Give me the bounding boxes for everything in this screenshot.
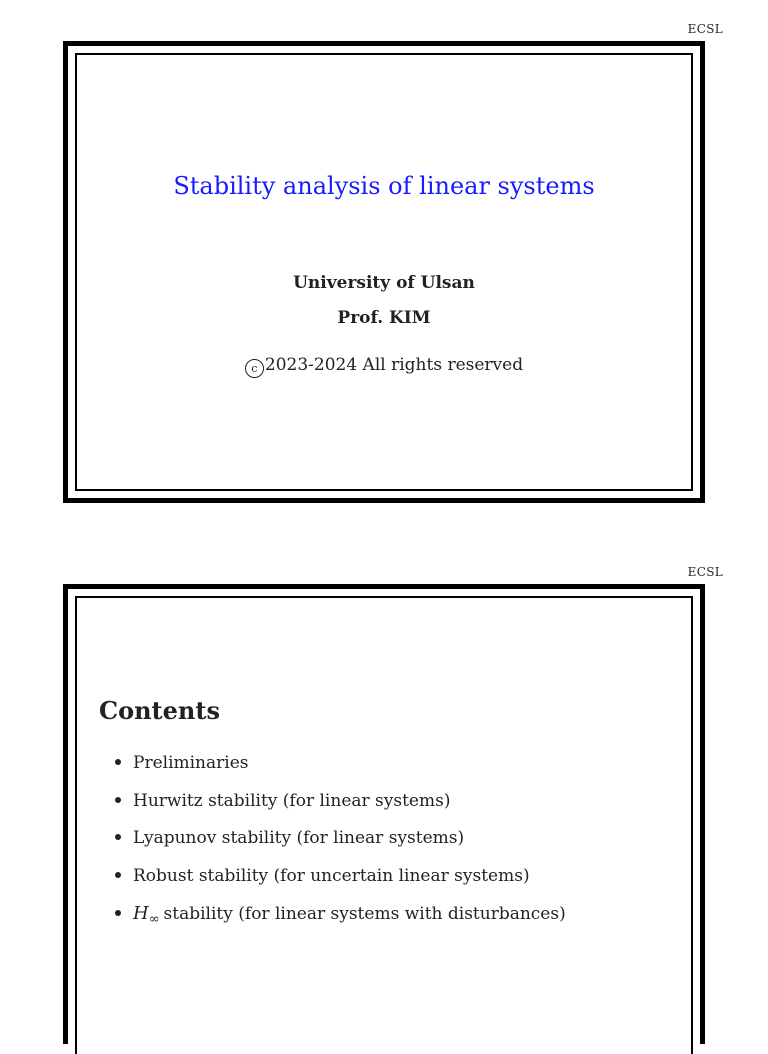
section-heading: Contents: [99, 696, 220, 725]
contents-list: [115, 753, 566, 941]
h-infinity-symbol: H: [133, 903, 149, 924]
list-item: [115, 866, 566, 904]
title-slide-inner-frame: [75, 53, 693, 491]
copyright-icon: c: [245, 359, 264, 378]
slide-header-label: ECSL: [687, 565, 723, 579]
list-item-text: Preliminaries: [133, 753, 249, 773]
contents-slide-inner-frame: [75, 596, 693, 1054]
list-item-text: Robust stability (for uncertain linear systems): [133, 865, 530, 886]
list-item: [115, 753, 566, 791]
list-item: [115, 791, 566, 829]
title-slide-frame: [63, 41, 705, 503]
copyright-text: 2023-2024 All rights reserved: [264, 355, 524, 375]
copyright-line: [77, 355, 691, 378]
slide-title: Stability analysis of linear systems: [173, 172, 595, 200]
list-item: [115, 903, 566, 941]
contents-slide-frame: [63, 584, 705, 1044]
author-name: Prof. KIM: [337, 308, 431, 328]
list-item-text: Hurwitz stability (for linear systems): [133, 790, 451, 811]
bullet-icon: [115, 910, 121, 916]
bullet-icon: [115, 872, 121, 878]
slide-header-label: ECSL: [687, 22, 723, 36]
bullet-icon: [115, 834, 121, 840]
bullet-icon: [115, 759, 121, 765]
bullet-icon: [115, 797, 121, 803]
list-item-text: stability (for linear systems with disturbances): [163, 904, 566, 924]
affiliation: University of Ulsan: [293, 273, 475, 293]
list-item-text: Lyapunov stability (for linear systems): [133, 828, 465, 848]
infinity-subscript: ∞: [148, 912, 160, 927]
list-item: [115, 828, 566, 866]
